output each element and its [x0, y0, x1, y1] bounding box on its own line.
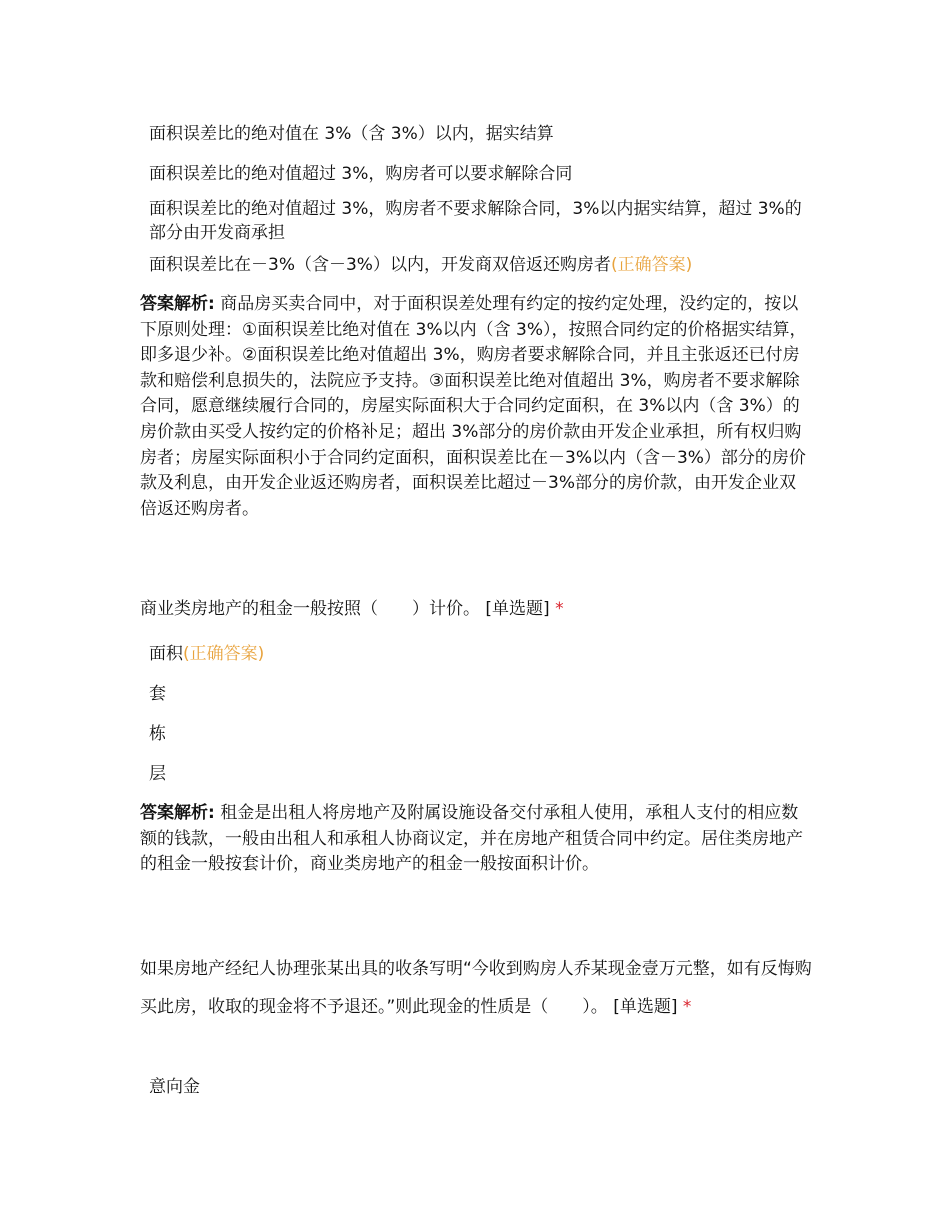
answer-analysis	[140, 292, 812, 522]
required-mark: *	[555, 599, 564, 619]
option-item	[149, 123, 809, 145]
analysis-label: 答案解析:	[140, 294, 215, 314]
option-text: 面积误差比在－3%（含－3%）以内，开发商双倍返还购房者	[149, 255, 611, 275]
option-text: 套	[149, 684, 166, 704]
option-text: 面积误差比的绝对值超过 3%，购房者不要求解除合同，3%以内据实结算，超过 3%的部分由开发商承担	[149, 199, 802, 243]
option-item	[149, 163, 809, 185]
option-item	[149, 723, 809, 745]
answer-analysis	[140, 801, 812, 878]
correct-answer-label: (正确答案)	[610, 255, 693, 275]
question-text: 如果房地产经纪人协理张某出具的收条写明“今收到购房人乔某现金壹万元整，如有反悔购买此房，收取的现金将不予退还。”则此现金的性质是（ ）。 [单选题]	[140, 959, 812, 1017]
question-title	[140, 950, 812, 1026]
option-item	[149, 1076, 809, 1098]
option-text: 意向金	[149, 1077, 200, 1097]
analysis-text: 租金是出租人将房地产及附属设施设备交付承租人使用，承租人支付的相应数额的钱款，一般由出租人和承租人协商议定，并在房地产租赁合同中约定。居住类房地产的租金一般按套计价，商业类房地产的租金一般按面积计价。	[140, 803, 803, 875]
correct-answer-label: (正确答案)	[183, 644, 265, 664]
option-text: 面积误差比的绝对值在 3%（含 3%）以内，据实结算	[149, 124, 554, 144]
option-item	[149, 683, 809, 705]
required-mark: *	[682, 997, 692, 1017]
option-text: 栋	[149, 724, 166, 744]
analysis-label: 答案解析:	[140, 803, 215, 823]
option-item	[149, 643, 809, 665]
option-text: 面积	[149, 644, 183, 664]
option-text: 层	[149, 764, 166, 784]
question-text: 商业类房地产的租金一般按照（ ）计价。 [单选题]	[140, 599, 550, 619]
option-item	[149, 254, 809, 276]
option-item	[149, 763, 809, 785]
analysis-text: 商品房买卖合同中，对于面积误差处理有约定的按约定处理，没约定的，按以下原则处理：①面积误差比绝对值在 3%以内（含 3%），按照合同约定的价格据实结算，即多退少补。②面积误差比绝对值超出 3%，购房者要求解除合同，并且主张返还已付房款和赔偿利息损失的，法院应予支持。③面积误差比绝对值超出 3%，购房者不要求解除合同，愿意继续履行合同的，房屋实际面积大于合同约定面积，在 3%以内（含 3%）的房价款由买受人按约定的价格补足；超出 3%部分的房价款由开发企业承担，所有权归购房者；房屋实际面积小于合同约定面积，面积误差比在－3%以内（含－3%）部分的房价款及利息，由开发企业返还购房者，面积误差比超过－3%部分的房价款，由开发企业双倍返还购房者。	[140, 294, 807, 519]
option-text: 面积误差比的绝对值超过 3%，购房者可以要求解除合同	[149, 164, 573, 184]
question-title	[140, 597, 812, 621]
option-item	[149, 197, 809, 245]
